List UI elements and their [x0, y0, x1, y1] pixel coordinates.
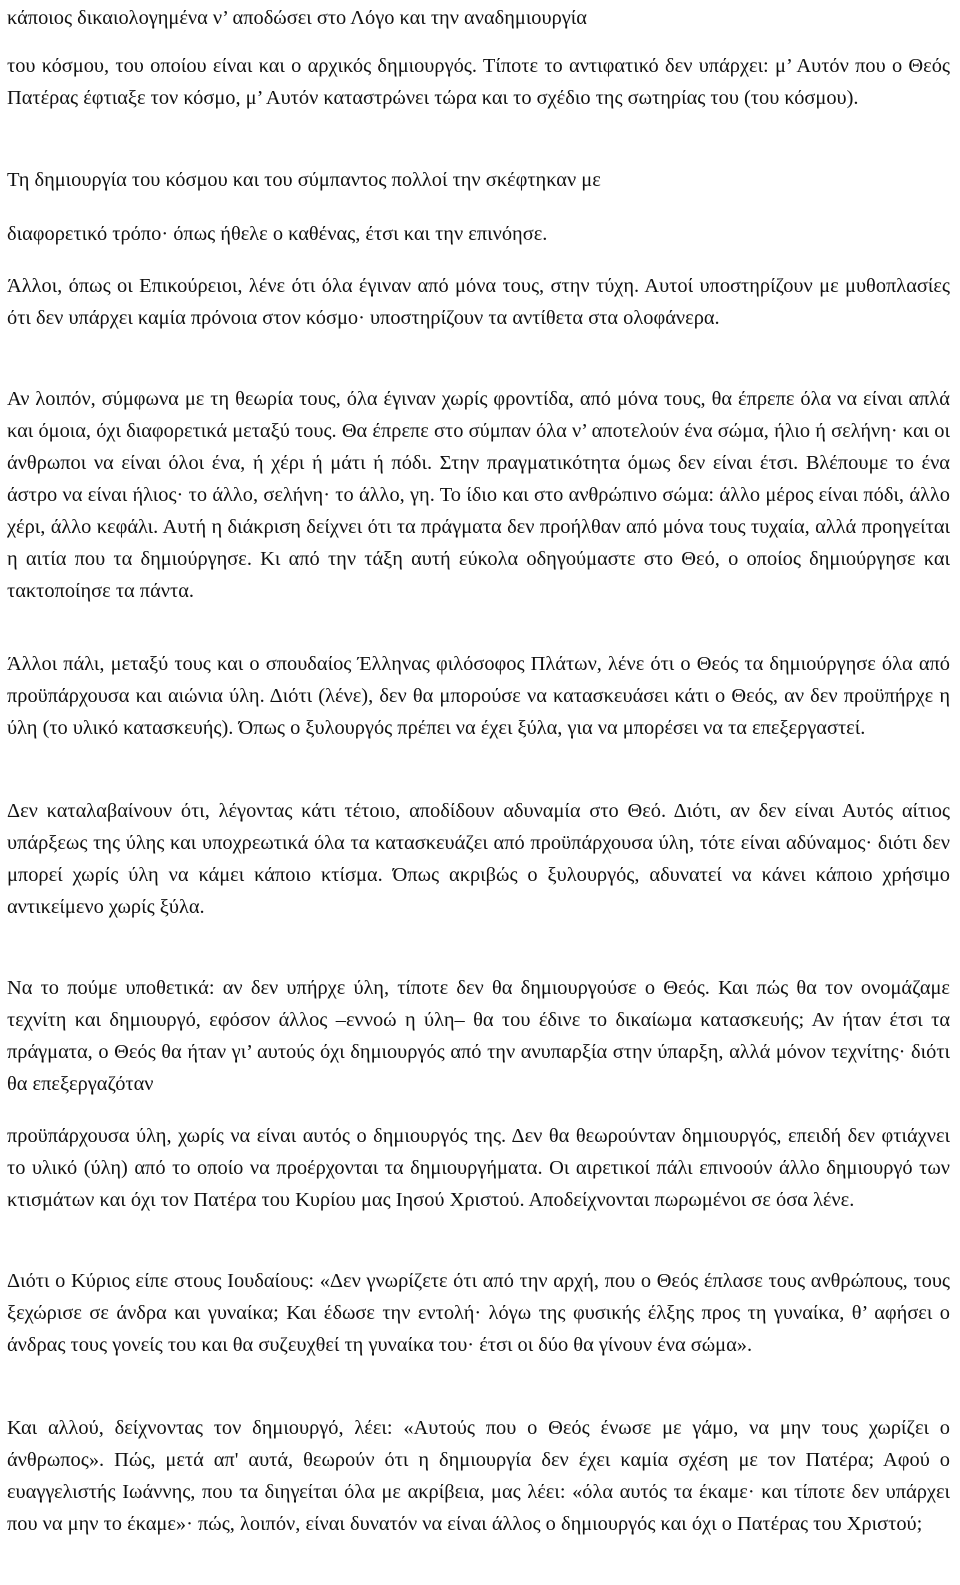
paragraph-9: Να το πούμε υποθετικά: αν δεν υπήρχε ύλη, τίποτε δεν θα δημιουργούσε ο Θεός. Και πώς θα τον ονομάζαμε τεχνίτη και δημιουργό, εφόσον άλλος –εννοώ η ύλη– θα του έδινε το δικαίωμα κατασκευής; Αν ήταν έτσι τα πράγματα, ο Θεός θα ήταν γι’ αυτούς όχι δημιουργός από την ανυπαρξία στην ύπαρξη, αλλά μόνον τεχνίτης· διότι θα επεξεργαζόταν	[7, 977, 950, 1095]
paragraph-7: Άλλοι πάλι, μεταξύ τους και ο σπουδαίος Έλληνας φιλόσοφος Πλάτων, λένε ότι ο Θεός τα δημιούργησε όλα από προϋπάρχουσα και αιώνια ύλη. Διότι (λένε), δεν θα μπορούσε να κατασκευάσει κάτι ο Θεός, αν δεν προϋπήρχε η ύλη (το υλικό κατασκευής). Όπως ο ξυλουργός πρέπει να έχει ξύλα, για να μπορέσει να τα επεξεργαστεί.	[7, 653, 950, 739]
paragraph-12: Και αλλού, δείχνοντας τον δημιουργό, λέει: «Αυτούς που ο Θεός ένωσε με γάμο, να μην τους χωρίζει ο άνθρωπος». Πώς, μετά απ' αυτά, θεωρούν ότι η δημιουργία δεν έχει καμία σχέση με τον Πατέρα; Αφού ο ευαγγελιστής Ιωάννης, που τα διηγείται όλα με ακρίβεια, μας λέει: «όλα αυτός τα έκαμε· και τίποτε δεν υπάρχει που να μην το έκαμε»· πώς, λοιπόν, είναι δυνατόν να είναι άλλος ο δημιουργός και όχι ο Πατέρας του Χριστού;	[7, 1417, 950, 1535]
paragraph-6: Αν λοιπόν, σύμφωνα με τη θεωρία τους, όλα έγιναν χωρίς φροντίδα, από μόνα τους, θα έπρεπε όλα να είναι απλά και όμοια, όχι διαφορετικά μεταξύ τους. Θα έπρεπε στο σύμπαν όλα ν’ αποτελούν ένα σώμα, ήλιο ή σελήνη· και οι άνθρωποι να είναι όλοι ένα, ή χέρι ή μάτι ή πόδι. Στην πραγματικότητα όμως δεν είναι έτσι. Βλέπουμε το ένα άστρο να είναι ήλιος· το άλλο, σελήνη· το άλλο, γη. Το ίδιο και στο ανθρώπινο σώμα: άλλο μέρος είναι πόδι, άλλο χέρι, άλλο κεφάλι. Αυτή η διάκριση δείχνει ότι τα πράγματα δεν προήλθαν από μόνα τους τυχαία, αλλά προηγείται η αιτία που τα δημιούργησε. Κι από την τάξη αυτή εύκολα οδηγούμαστε στο Θεό, ο οποίος δημιούργησε και τακτοποίησε τα πάντα.	[7, 388, 950, 602]
paragraph-5: Άλλοι, όπως οι Επικούρειοι, λένε ότι όλα έγιναν από μόνα τους, στην τύχη. Αυτοί υποστηρίζουν με μυθοπλασίες ότι δεν υπάρχει καμία πρόνοια στον κόσμο· υποστηρίζουν τα αντίθετα στα ολοφάνερα.	[7, 275, 950, 329]
paragraph-4: διαφορετικό τρόπο· όπως ήθελε ο καθένας, έτσι και την επινόησε.	[7, 223, 548, 245]
paragraph-3: Τη δημιουργία του κόσμου και του σύμπαντος πολλοί την σκέφτηκαν με	[7, 169, 601, 191]
paragraph-11: Διότι ο Κύριος είπε στους Ιουδαίους: «Δεν γνωρίζετε ότι από την αρχή, που ο Θεός έπλασε τους ανθρώπους, τους ξεχώρισε σε άνδρα και γυναίκα; Και έδωσε την εντολή· λόγω της φυσικής έλξης προς τη γυναίκα, θ’ αφήσει ο άνδρας τους γονείς του και θα συζευχθεί τη γυναίκα του· έτσι οι δύο θα γίνουν ένα σώμα».	[7, 1270, 950, 1356]
paragraph-1: κάποιος δικαιολογημένα ν’ αποδώσει στο Λόγο και την αναδημιουργία	[7, 7, 587, 29]
paragraph-2: του κόσμου, του οποίου είναι και ο αρχικός δημιουργός. Τίποτε το αντιφατικό δεν υπάρχει: μ’ Αυτόν που ο Θεός Πατέρας έφτιαξε τον κόσμο, μ’ Αυτόν καταστρώνει τώρα και το σχέδιο της σωτηρίας του (του κόσμου).	[7, 55, 950, 109]
paragraph-10: προϋπάρχουσα ύλη, χωρίς να είναι αυτός ο δημιουργός της. Δεν θα θεωρούνταν δημιουργός, επειδή δεν φτιάχνει το υλικό (ύλη) από το οποίο να προέρχονται τα δημιουργήματα. Οι αιρετικοί πάλι επινοούν άλλο δημιουργό των κτισμάτων και όχι τον Πατέρα του Κυρίου μας Ιησού Χριστού. Αποδείχνονται πωρωμένοι σε όσα λένε.	[7, 1125, 950, 1211]
paragraph-8: Δεν καταλαβαίνουν ότι, λέγοντας κάτι τέτοιο, αποδίδουν αδυναμία στο Θεό. Διότι, αν δεν είναι Αυτός αίτιος υπάρξεως της ύλης και υποχρεωτικά όλα τα κατασκευάζει από προϋπάρχουσα ύλη, τότε είναι αδύναμος· διότι δεν μπορεί χωρίς ύλη να κάμει κάποιο κτίσμα. Όπως ακριβώς ο ξυλουργός, αδυνατεί να κάνει κάποιο χρήσιμο αντικείμενο χωρίς ξύλα.	[7, 800, 950, 918]
